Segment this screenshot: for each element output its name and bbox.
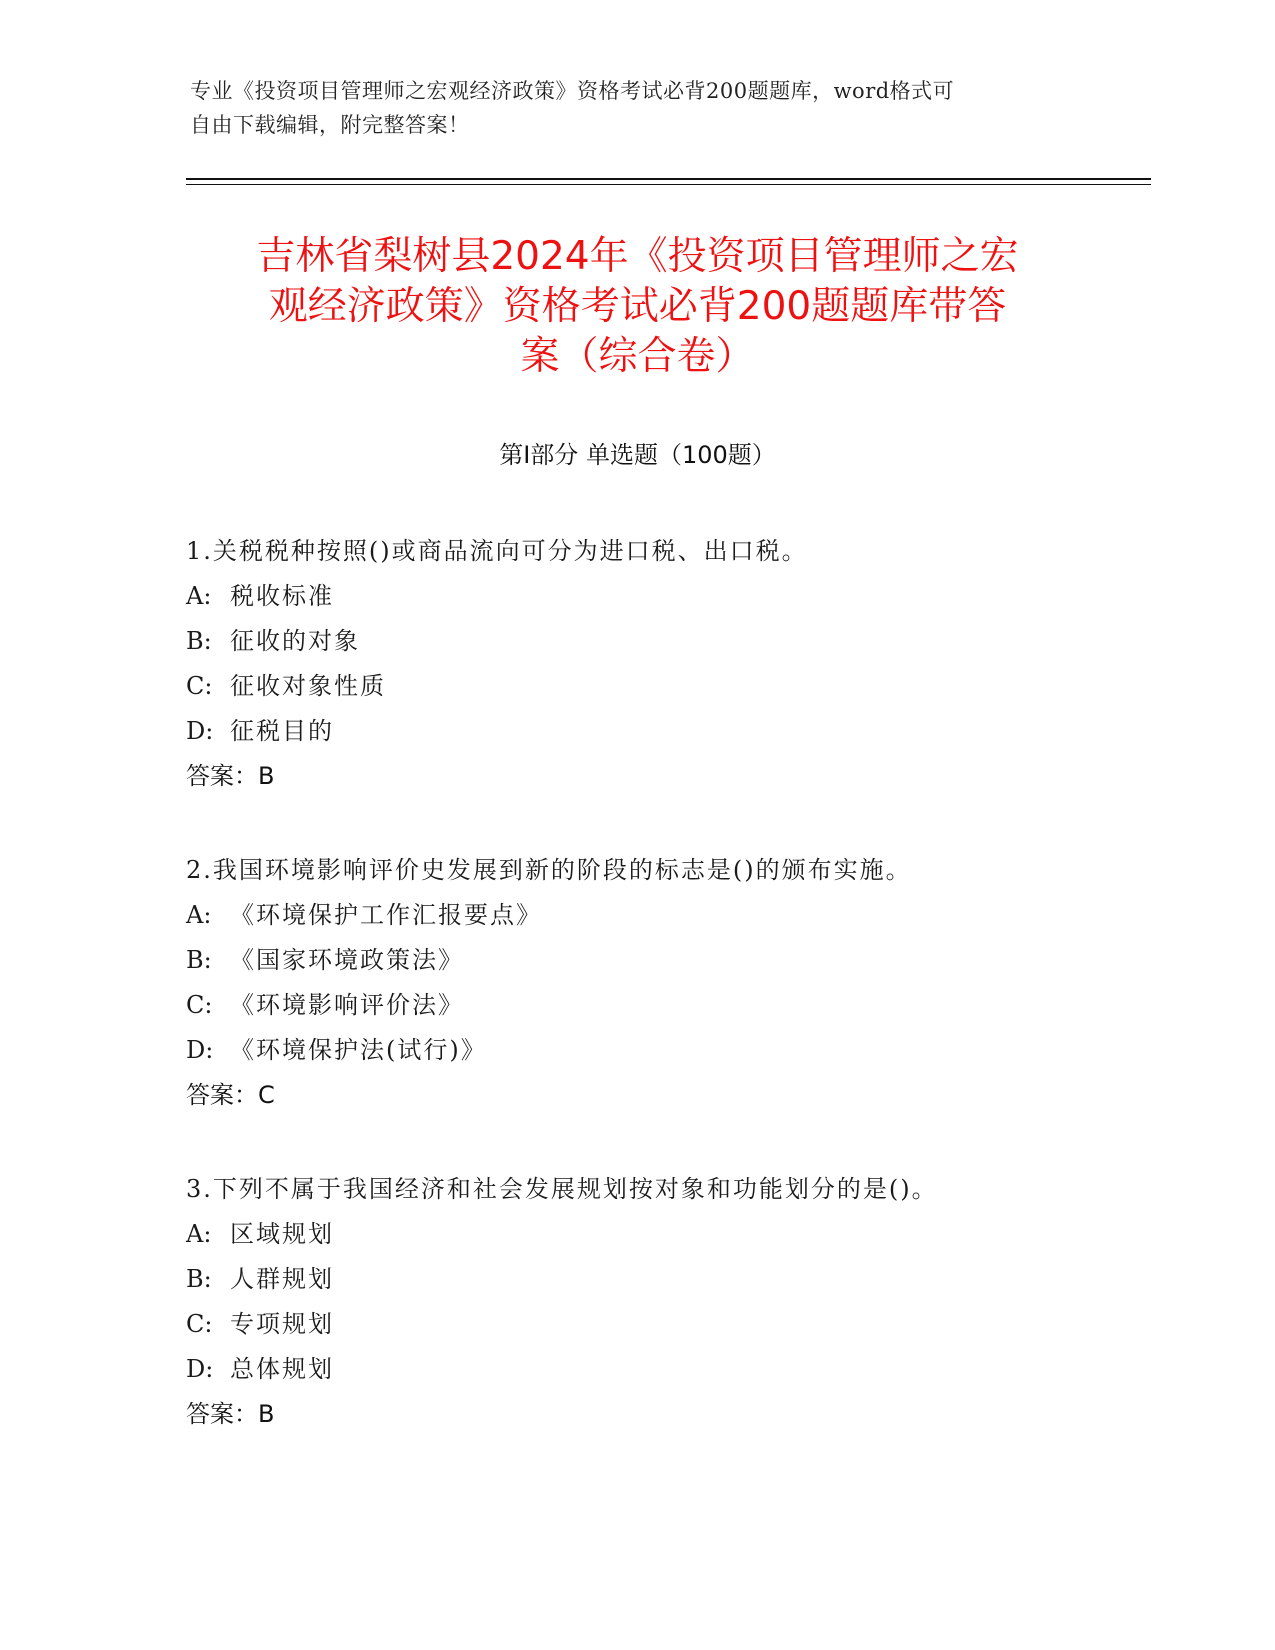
option-key: A:	[186, 582, 212, 610]
option-key: D:	[186, 1036, 214, 1064]
option-d	[186, 1347, 1146, 1392]
document-title	[150, 232, 1125, 382]
option-text: 征收的对象	[230, 627, 360, 655]
option-text: 《国家环境政策法》	[230, 946, 464, 974]
header-note-line-1: 专业《投资项目管理师之宏观经济政策》资格考试必背200题题库，word格式可	[190, 79, 955, 103]
option-key: C:	[186, 672, 213, 700]
section-title: 第Ⅰ部分 单选题（100题）	[499, 441, 776, 469]
header-rule-thick	[186, 178, 1151, 180]
option-text: 总体规划	[230, 1355, 334, 1383]
option-c	[186, 664, 1146, 709]
option-key: B:	[186, 627, 212, 655]
option-b	[186, 619, 1146, 664]
option-key: A:	[186, 901, 212, 929]
question-2	[186, 848, 1146, 1118]
option-key: D:	[186, 1355, 214, 1383]
option-text: 征收对象性质	[230, 672, 386, 700]
question-1	[186, 529, 1146, 799]
option-d	[186, 1028, 1146, 1073]
option-text: 征税目的	[230, 717, 334, 745]
answer: 答案：B	[186, 1400, 275, 1428]
option-key: A:	[186, 1220, 212, 1248]
option-a	[186, 574, 1146, 619]
title-line-2: 观经济政策》资格考试必背200题题库带答	[268, 284, 1007, 329]
answer: 答案：C	[186, 1081, 275, 1109]
option-key: B:	[186, 946, 212, 974]
option-text: 人群规划	[230, 1265, 334, 1293]
header-note-line-2: 自由下载编辑，附完整答案！	[190, 113, 470, 137]
answer: 答案：B	[186, 762, 275, 790]
option-key: C:	[186, 1310, 213, 1338]
title-line-3: 案（综合卷）	[520, 334, 755, 379]
option-d	[186, 709, 1146, 754]
header-note	[190, 74, 1090, 142]
option-key: C:	[186, 991, 213, 1019]
option-key: B:	[186, 1265, 212, 1293]
question-stem: 3.下列不属于我国经济和社会发展规划按对象和功能划分的是()。	[186, 1175, 938, 1203]
option-text: 《环境保护法(试行)》	[230, 1036, 487, 1064]
question-stem: 1.关税税种按照()或商品流向可分为进口税、出口税。	[186, 537, 808, 565]
question-3	[186, 1167, 1146, 1437]
option-c	[186, 983, 1146, 1028]
option-c	[186, 1302, 1146, 1347]
title-line-1: 吉林省梨树县2024年《投资项目管理师之宏	[256, 234, 1019, 279]
option-a	[186, 893, 1146, 938]
header-rule-thin	[186, 184, 1151, 185]
option-b	[186, 938, 1146, 983]
question-list	[186, 529, 1146, 1486]
option-a	[186, 1212, 1146, 1257]
question-stem: 2.我国环境影响评价史发展到新的阶段的标志是()的颁布实施。	[186, 856, 912, 884]
option-key: D:	[186, 717, 214, 745]
option-text: 税收标准	[230, 582, 334, 610]
option-text: 专项规划	[230, 1310, 334, 1338]
option-text: 《环境影响评价法》	[230, 991, 464, 1019]
option-text: 《环境保护工作汇报要点》	[230, 901, 542, 929]
option-b	[186, 1257, 1146, 1302]
option-text: 区域规划	[230, 1220, 334, 1248]
